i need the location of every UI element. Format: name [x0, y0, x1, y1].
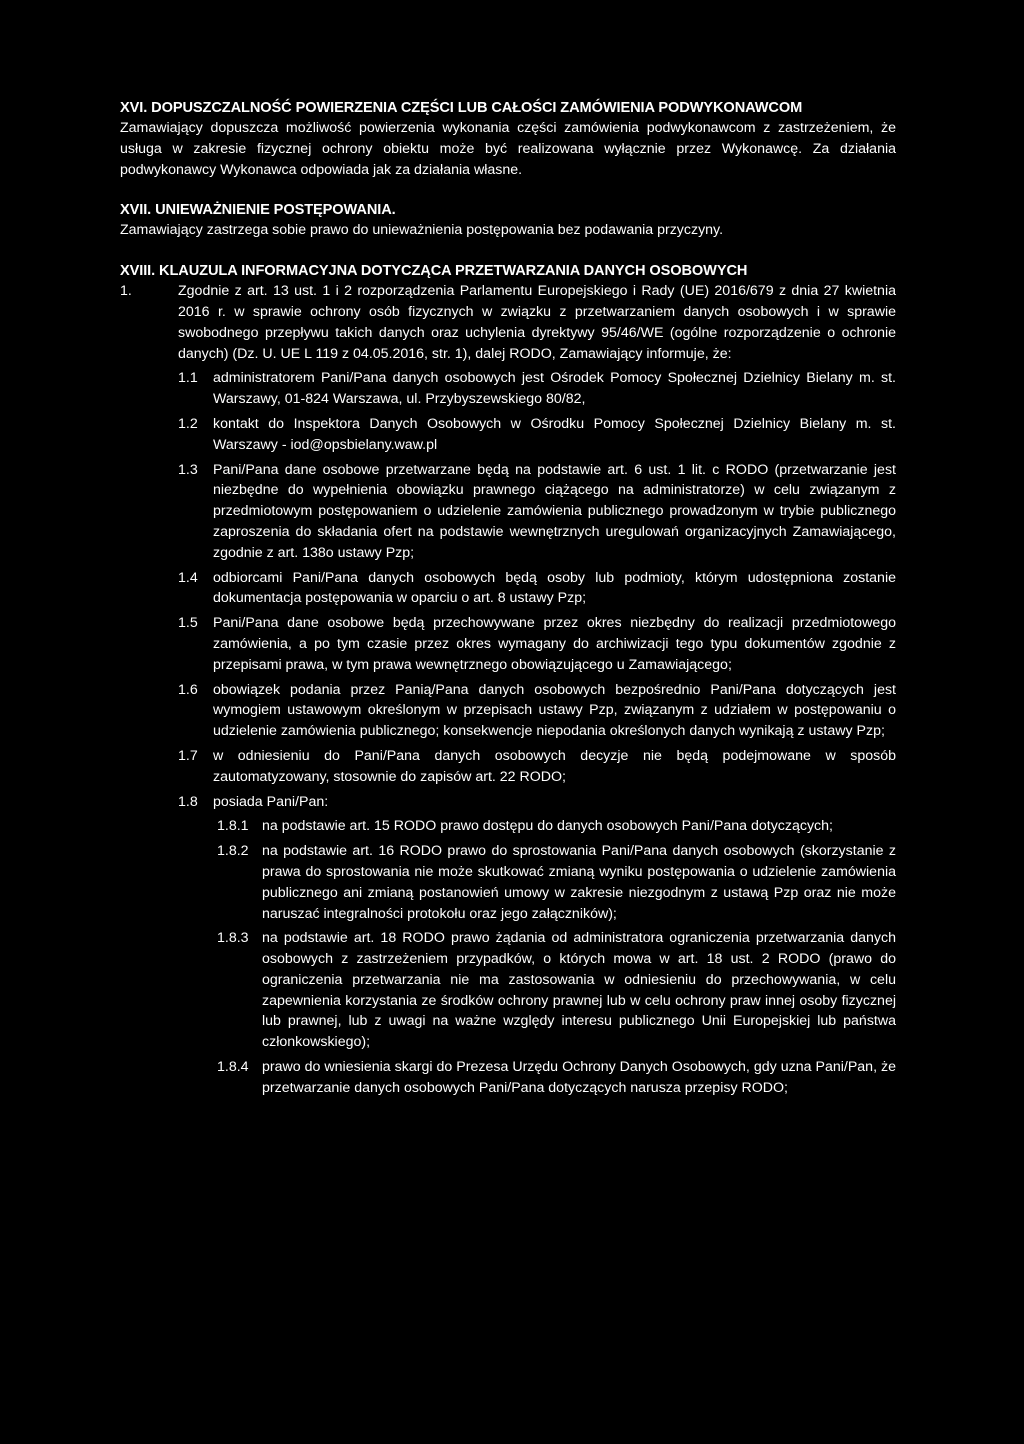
list-item-text: kontakt do Inspektora Danych Osobowych w Ośrodku Pomocy Społecznej Dzielnicy Bielany m. st. Warszawy - iod@opsbielany.waw.pl: [213, 415, 896, 453]
section-xvii-heading: XVII. UNIEWAŻNIENIE POSTĘPOWANIA.: [120, 202, 396, 219]
section-xvi-heading: XVI. DOPUSZCZALNOŚĆ POWIERZENIA CZĘŚCI LUB CAŁOŚCI ZAMÓWIENIA PODWYKONAWCOM: [120, 100, 803, 116]
list-item-1-8-1: [120, 816, 896, 837]
list-item-number: 1.8.3: [217, 930, 249, 947]
list-item-1-8-3: [120, 928, 896, 1053]
list-item-text: Pani/Pana dane osobowe będą przechowywane przez okres niezbędny do realizacji przedmiotowego zamówienia, a po tym czasie przez okres wymagany do archiwizacji tego typu dokumentów zgodnie z przepisami prawa, w tym prawa wewnętrznego obowiązującego u Zamawiającego;: [213, 615, 896, 673]
list-item-number: 1.1: [178, 370, 198, 387]
list-item-number: 1.: [120, 283, 132, 300]
list-item-text: w odniesieniu do Pani/Pana danych osobowych decyzje nie będą podejmowane w sposób zautomatyzowany, stosownie do zapisów art. 22 RODO;: [213, 747, 896, 785]
list-item-number: 1.7: [178, 747, 198, 764]
list-item-text: obowiązek podania przez Panią/Pana danych osobowych bezpośrednio Pani/Pana dotyczących jest wymogiem ustawowym określonym w przepisach ustawy Pzp, związanym z udziałem w postępowaniu o udzielenie zamówienia publicznego; konsekwencje niepodania określonych danych wynikają z ustawy Pzp;: [213, 681, 896, 740]
list-item-number: 1.6: [178, 681, 198, 698]
list-item-number: 1.8.4: [217, 1059, 249, 1076]
list-item-text: posiada Pani/Pan:: [213, 793, 329, 810]
section-xvi-text: Zamawiający dopuszcza możliwość powierzenia wykonania części zamówienia podwykonawcom z zastrzeżeniem, że usługa w zakresie fizycznej ochrony obiektu może być realizowana wyłącznie przez Wykonawcę. Za działania podwykonawcy Wykonawca odpowiada jak za działania własne.: [120, 120, 896, 178]
list-item-1-4: [120, 568, 896, 610]
list-item-text: Zgodnie z art. 13 ust. 1 i 2 rozporządzenia Parlamentu Europejskiego i Rady (UE) 2016/679 z dnia 27 kwietnia 2016 r. w sprawie ochrony osób fizycznych w związku z przetwarzaniem danych osobowych i w sprawie swobodnego przepływu takich danych oraz uchylenia dyrektywy 95/46/WE (ogólne rozporządzenie o ochronie danych) (Dz. U. UE L 119 z 04.05.2016, str. 1), dalej RODO, Zamawiający informuje, że:: [178, 283, 896, 362]
section-xvii-text: Zamawiający zastrzega sobie prawo do unieważnienia postępowania bez podawania przyczyny.: [120, 222, 724, 239]
list-item-number: 1.8: [178, 793, 198, 810]
list-item-text: na podstawie art. 18 RODO prawo żądania od administratora ograniczenia przetwarzania danych osobowych z zastrzeżeniem przypadków, o których mowa w art. 18 ust. 2 RODO (prawo do ograniczenia przetwarzania nie ma zastosowania w odniesieniu do przechowywania, w celu zapewnienia korzystania ze środków ochrony prawnej lub w celu ochrony praw innej osoby fizycznej lub prawnej, lub z uwagi na ważne względy interesu publicznego Unii Europejskiej lub państwa członkowskiego);: [262, 930, 896, 1051]
list-item-number: 1.3: [178, 461, 198, 478]
list-item-1-8-4: [120, 1057, 896, 1099]
document-content: [120, 98, 896, 1099]
list-item-1-8: [120, 792, 896, 813]
list-item-1-5: [120, 613, 896, 675]
list-item-text: na podstawie art. 16 RODO prawo do sprostowania Pani/Pana danych osobowych (skorzystanie z prawa do sprostowania nie może skutkować zmianą wyniku postępowania o udzielenie zamówienia publicznego ani zmianą postanowień umowy w zakresie niezgodnym z ustawą Pzp oraz nie może naruszać integralności protokołu oraz jego załączników);: [262, 843, 896, 922]
list-item-1: [120, 281, 896, 364]
list-item-text: administratorem Pani/Pana danych osobowych jest Ośrodek Pomocy Społecznej Dzielnicy Bielany m. st. Warszawy, 01-824 Warszawa, ul. Przybyszewskiego 80/82,: [213, 370, 896, 408]
list-item-text: prawo do wniesienia skargi do Prezesa Urzędu Ochrony Danych Osobowych, gdy uzna Pani/Pan, że przetwarzanie danych osobowych Pani/Pana dotyczących narusza przepisy RODO;: [262, 1059, 896, 1096]
list-item-1-8-2: [120, 841, 896, 924]
list-item-text: na podstawie art. 15 RODO prawo dostępu do danych osobowych Pani/Pana dotyczących;: [262, 818, 833, 835]
list-item-number: 1.2: [178, 415, 198, 432]
list-item-1-3: [120, 460, 896, 564]
section-xviii-heading: XVIII. KLAUZULA INFORMACYJNA DOTYCZĄCA PRZETWARZANIA DANYCH OSOBOWYCH: [120, 263, 748, 280]
list-item-number: 1.4: [178, 569, 198, 586]
list-item-number: 1.8.2: [217, 843, 249, 860]
list-item-1-2: [120, 414, 896, 456]
list-item-1-7: [120, 746, 896, 788]
list-item-text: Pani/Pana dane osobowe przetwarzane będą na podstawie art. 6 ust. 1 lit. c RODO (przetwarzanie jest niezbędne do wypełnienia obowiązku prawnego ciążącego na administratorze) w celu związanym z przedmiotowym postępowaniem o udzielenie zamówienia publicznego prowadzonym w trybie publicznego zaproszenia do składania ofert na podstawie wewnętrznych uregulowań organizacyjnych Zamawiającego, zgodnie z art. 138o ustawy Pzp;: [213, 461, 896, 561]
list-item-number: 1.5: [178, 615, 198, 632]
list-item-number: 1.8.1: [217, 818, 249, 835]
list-item-text: odbiorcami Pani/Pana danych osobowych będą osoby lub podmioty, którym udostępniona zostanie dokumentacja postępowania w oparciu o art. 8 ustawy Pzp;: [213, 569, 896, 607]
list-item-1-1: [120, 368, 896, 410]
list-item-1-6: [120, 680, 896, 742]
